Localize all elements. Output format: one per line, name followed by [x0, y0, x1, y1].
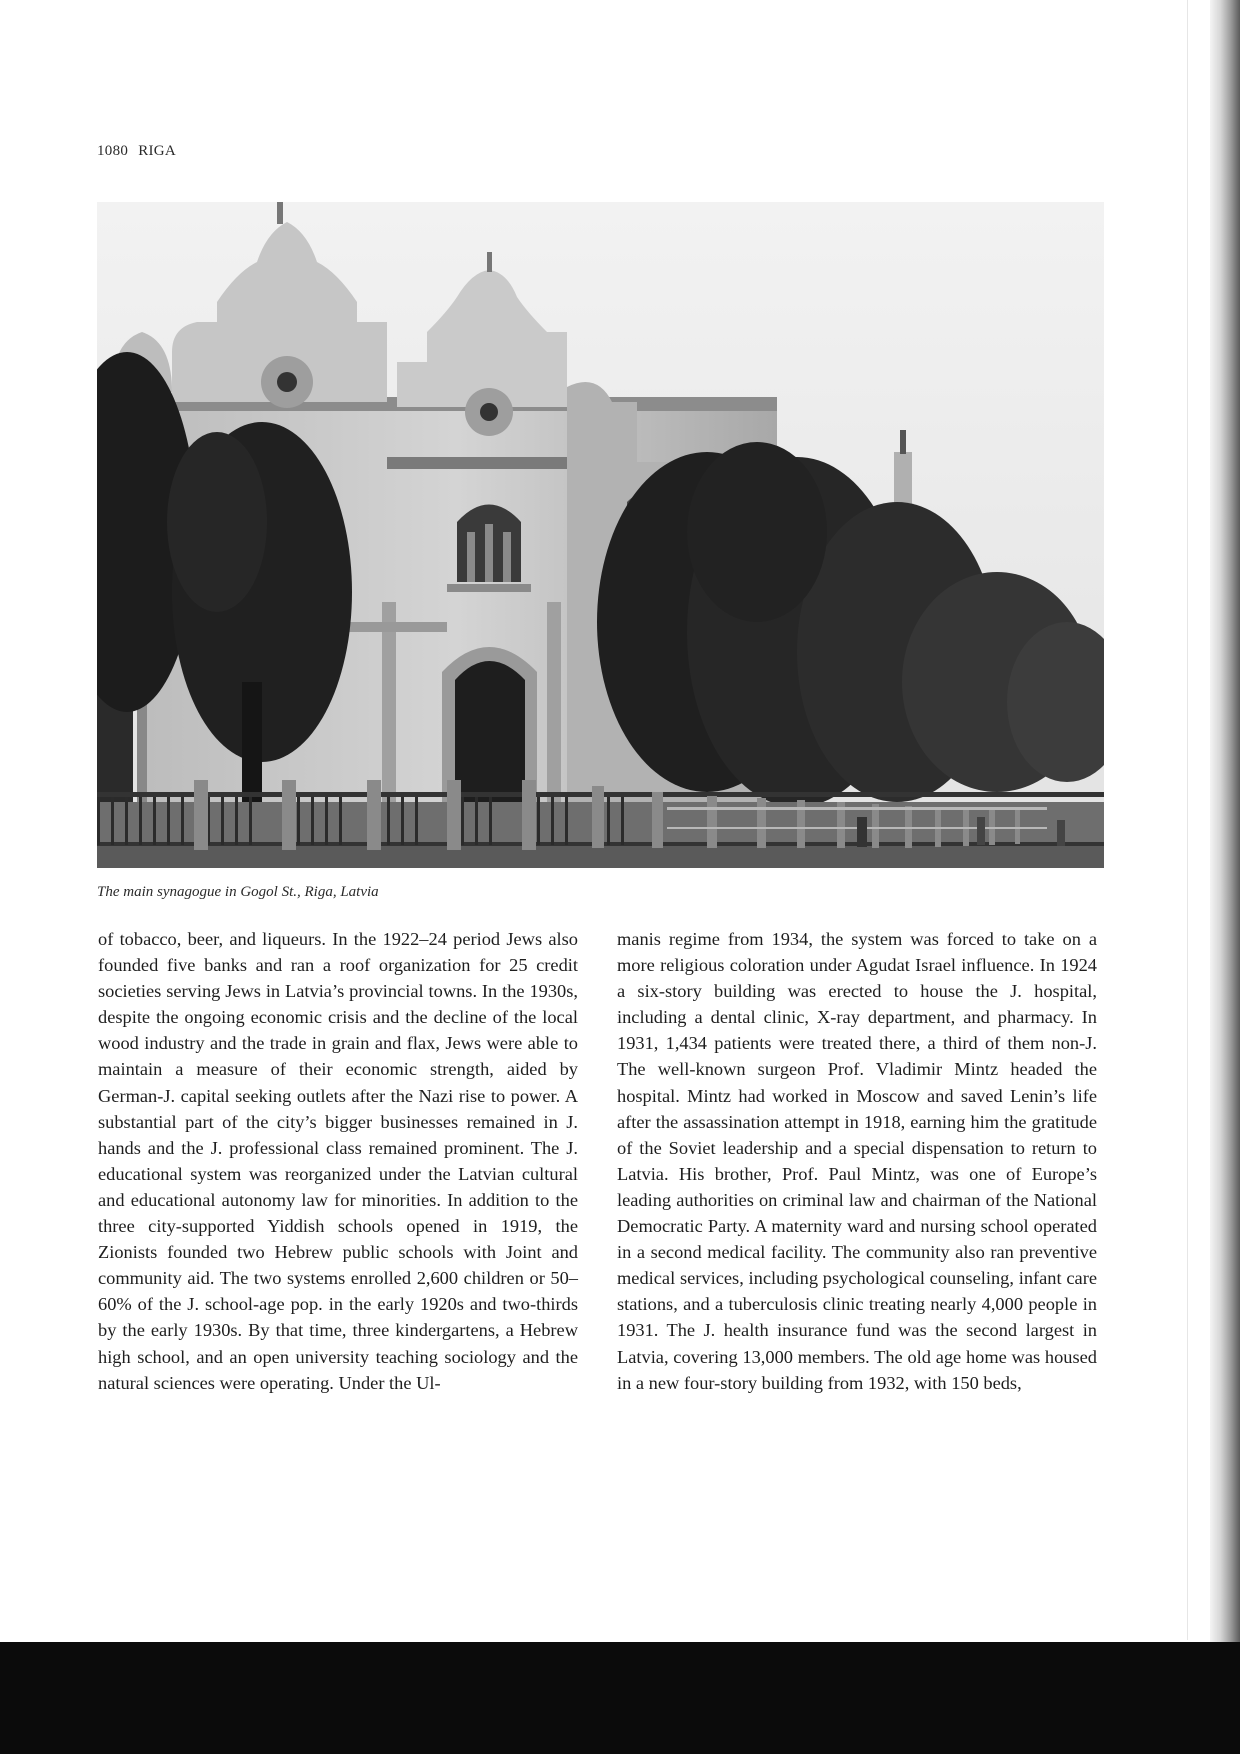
running-head	[97, 143, 176, 160]
synagogue-photo	[97, 202, 1104, 868]
page-edge-shadow	[1210, 0, 1240, 1754]
synagogue-photograph-icon	[97, 202, 1104, 868]
scan-bottom-shadow	[0, 1642, 1240, 1754]
page-number: 1080	[97, 143, 129, 159]
body-column-left: of tobacco, beer, and liqueurs. In the 1922–24 period Jews also founded five banks and ran a roof organization for 25 credit societies serving Jews in Latvia’s provincial towns. In the 1930s, despite the ongoing economic crisis and the decline of the local wood industry and the trade in grain and flax, Jews were able to maintain a measure of their economic strength, aided by German-J. capital seeking outlets after the Nazi rise to power. A substantial part of the city’s bigger businesses remained in J. hands and the J. professional class remained prominent. The J. educational system was reorganized under the Latvian cultural and educational autonomy law for minorities. In addition to the three city-supported Yiddish schools opened in 1919, the Zionists founded two Hebrew public schools with Joint and community aid. The two systems enrolled 2,600 children or 50–60% of the J. school-age pop. in the early 1920s and two-thirds by the early 1930s. By that time, three kindergartens, a Hebrew high school, and an open university teaching sociology and the natural sciences were operating. Under the Ul-	[98, 929, 578, 1393]
photo-caption: The main synagogue in Gogol St., Riga, Latvia	[97, 884, 379, 900]
section-title: RIGA	[138, 143, 177, 159]
body-column-right: manis regime from 1934, the system was forced to take on a more religious coloration under Agudat Israel influence. In 1924 a six-story building was erected to house the J. hospital, including a dental clinic, X-ray department, and pharmacy. In 1931, 1,434 patients were treated there, a third of them non-J. The well-known surgeon Prof. Vladimir Mintz headed the hospital. Mintz had worked in Moscow and saved Lenin’s life after the assassination attempt in 1918, earning him the gratitude of the Soviet leadership and a special dispensation to return to Latvia. His brother, Prof. Paul Mintz, was one of Europe’s leading authorities on criminal law and chairman of the National Democratic Party. A maternity ward and nursing school operated in a second medical facility. The community also ran preventive medical services, including psychological counseling, infant care stations, and a tuberculosis clinic treating nearly 4,000 people in 1931. The J. health insurance fund was the second largest in Latvia, covering 13,000 members. The old age home was housed in a new four-story building from 1932, with 150 beds,	[617, 929, 1097, 1393]
page-gutter-line	[1187, 0, 1188, 1640]
